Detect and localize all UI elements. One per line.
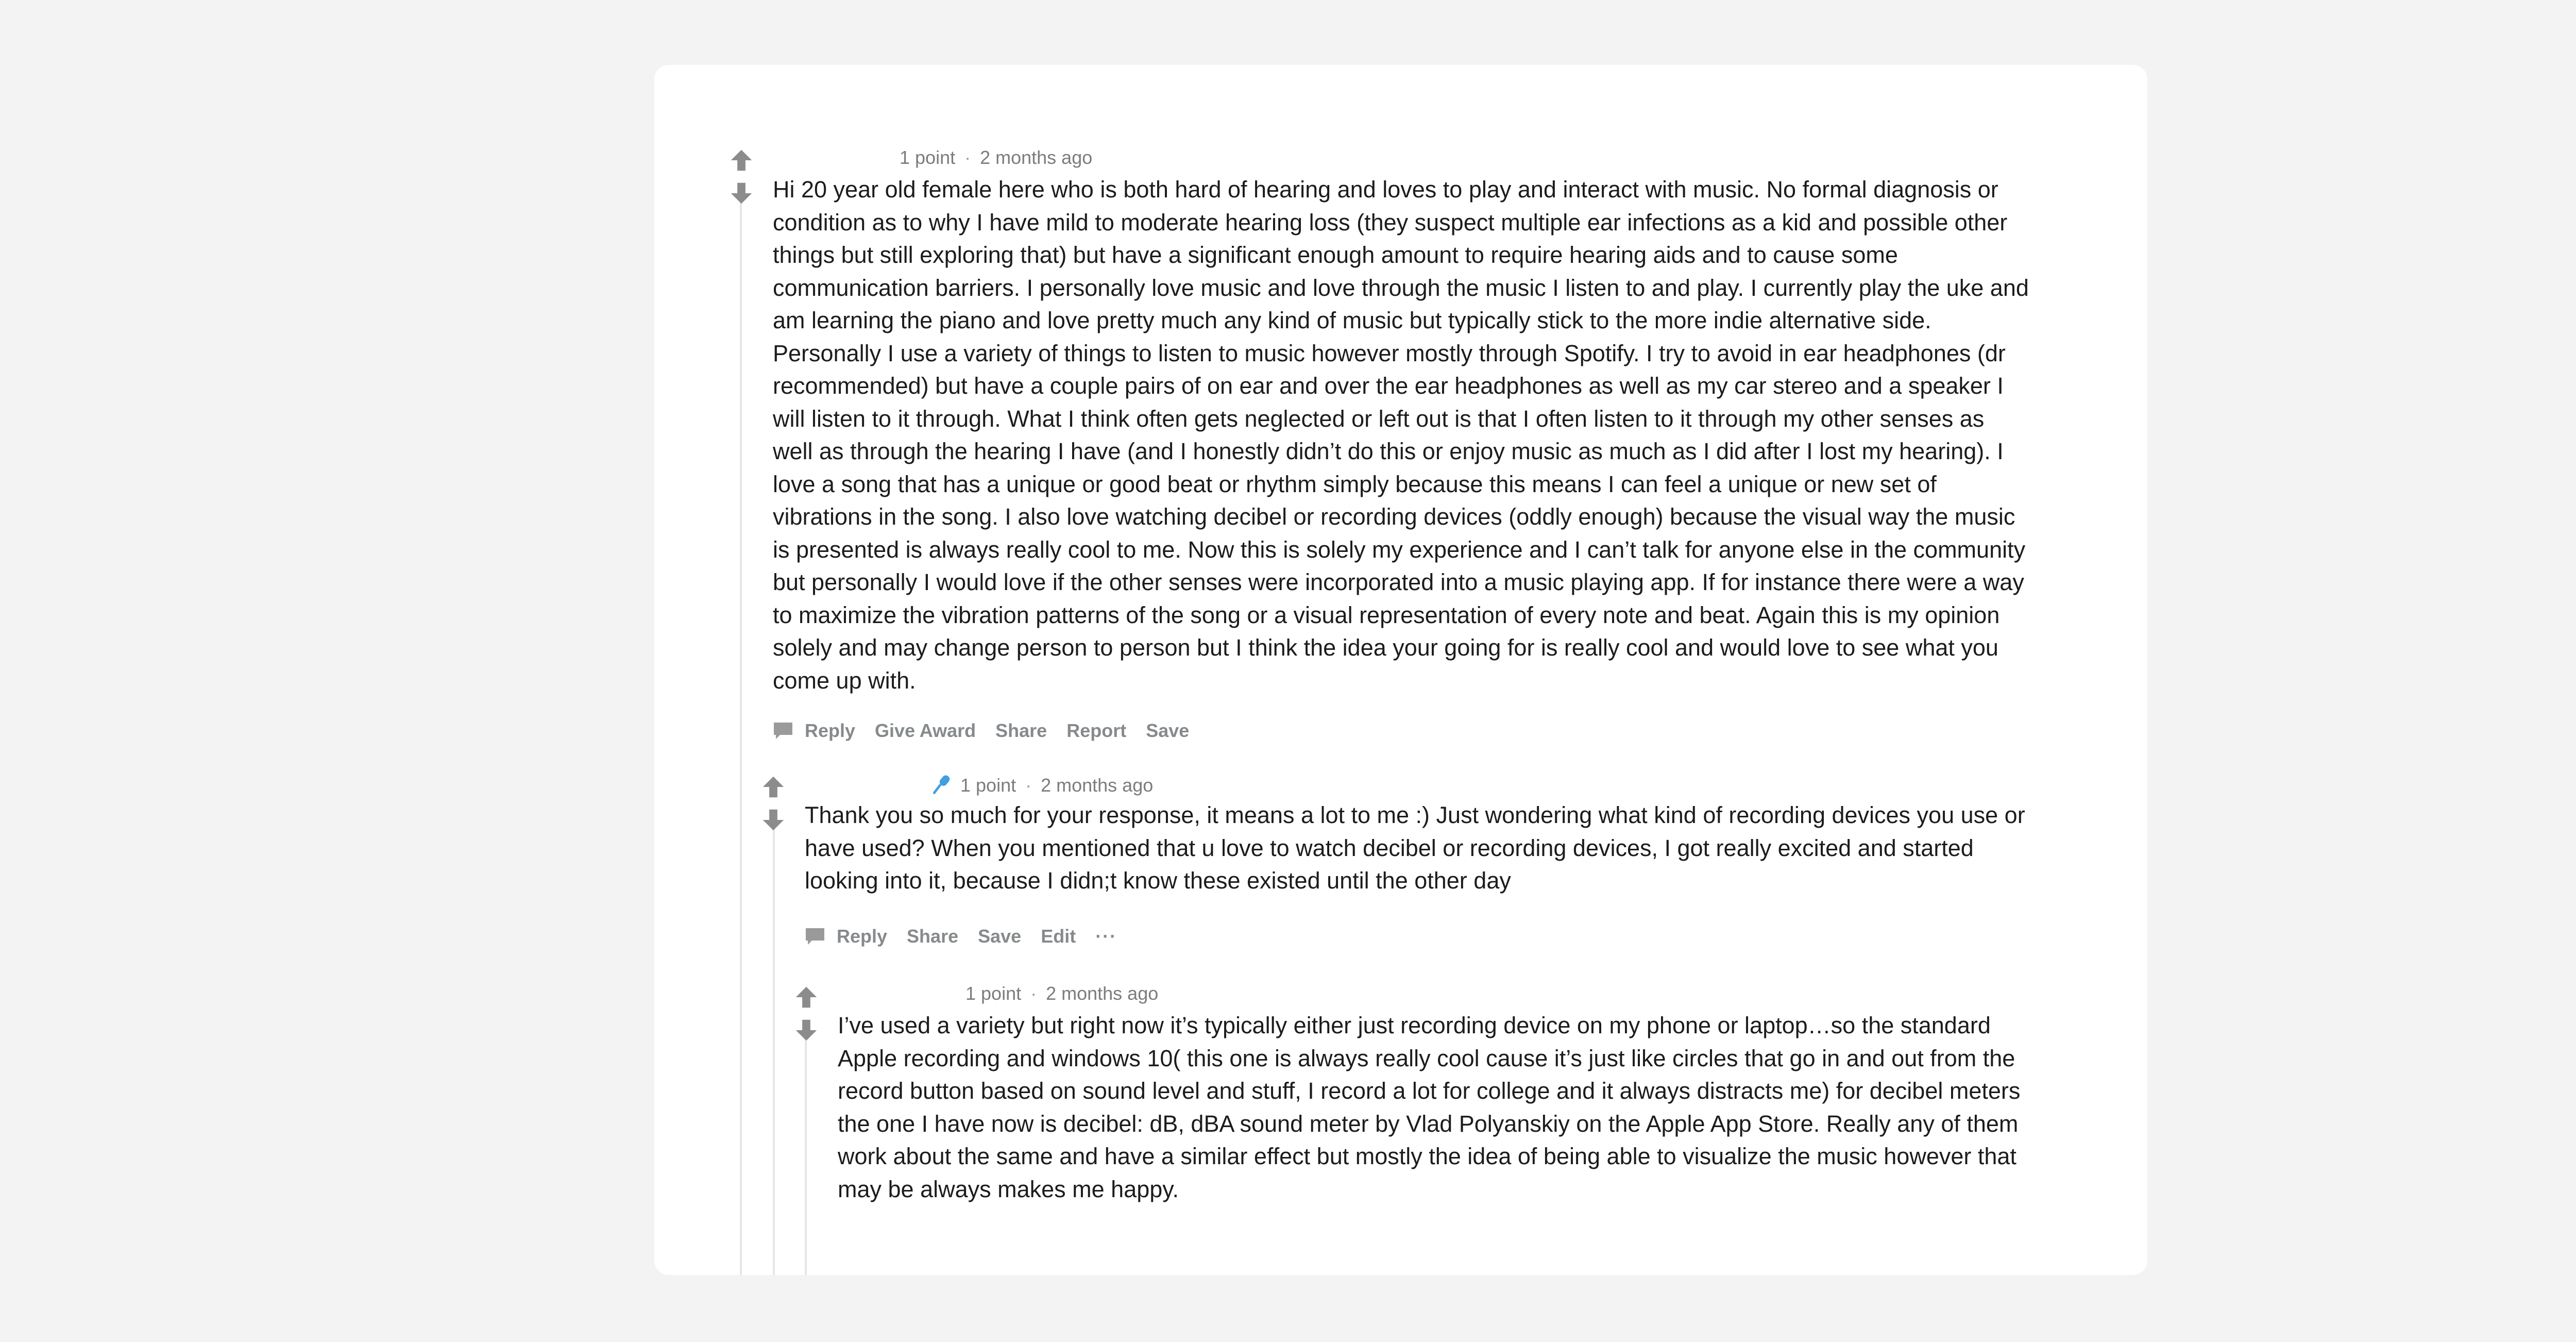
thread-line-level-3[interactable] — [805, 1030, 807, 1275]
points-label: 1 point — [900, 147, 956, 168]
timestamp-link[interactable]: 2 months ago — [1041, 775, 1154, 796]
report-button[interactable]: Report — [1066, 720, 1127, 741]
meta-separator: · — [1025, 775, 1032, 796]
share-button[interactable]: Share — [907, 926, 959, 947]
downvote-arrow-icon[interactable] — [759, 806, 787, 834]
comment-bubble-icon — [773, 722, 793, 740]
microphone-icon — [930, 773, 953, 796]
comment-body: I’ve used a variety but right now it’s typically either just recording device on my phone or laptop…so the standard Apple recording and windows 10( this one is always really cool cause it’s just like circles that go in and out from the record button based on sound level and stuff, I record a lot for college and it always distracts me) for decibel meters the one I have now is decibel: dB, dBA sound meter by Vlad Polyanskiy on the Apple App Store. Really any of them work about the same and have a similar effect but mostly the idea of being able to visualize the music however that may be always makes me happy. — [838, 1012, 2021, 1202]
meta-separator: · — [964, 147, 971, 168]
downvote-arrow-icon[interactable] — [792, 1016, 820, 1044]
reply-button[interactable]: Reply — [837, 926, 888, 947]
upvote-arrow-icon[interactable] — [792, 983, 820, 1011]
timestamp-link[interactable]: 2 months ago — [980, 147, 1093, 168]
comment-body: Hi 20 year old female here who is both hard of hearing and loves to play and interact with music. No formal diagnosis or condition as to why I have mild to moderate hearing loss (they suspect multiple ear infections as a kid and possible other things but still exploring that) but have a significant enough amount to require hearing aids and to cause some communication barriers. I personally love music and love through the music I listen to and play. I currently play the uke and am learning the piano and love pretty much any kind of music but typically stick to the more indie alternative side. Personally I use a variety of things to listen to music however mostly through Spotify. I try to avoid in ear headphones (dr recommended) but have a couple pairs of on ear and over the ear headphones as well as my car stereo and a speaker I will listen to it through. What I think often gets neglected or left out is that I often listen to it through my other senses as well as through the hearing I have (and I honestly didn’t do this or enjoy music as much as I did after I lost my hearing). I love a song that has a unique or good beat or rhythm simply because this means I can feel a unique or new set of vibrations in the song. I also love watching decibel or recording devices (oddly enough) because the visual way the music is presented is always really cool to me. Now this is solely my experience and I can’t talk for anyone else in the community but personally I would love if the other senses were incorporated into a music playing app. If for instance there were a way to maximize the vibration patterns of the song or a visual representation of every note and beat. Again this is my opinion solely and may change person to person but I think the idea your going for is really cool and would love to see what you come up with. — [773, 176, 2029, 694]
downvote-arrow-icon[interactable] — [727, 179, 755, 207]
comment-meta — [965, 983, 1158, 1004]
save-button[interactable]: Save — [1146, 720, 1190, 741]
comment-actions — [805, 926, 1137, 947]
comment-bubble-icon — [805, 927, 825, 946]
save-button[interactable]: Save — [978, 926, 1022, 947]
comment-thread-card — [654, 65, 2147, 1275]
points-label: 1 point — [960, 775, 1016, 796]
share-button[interactable]: Share — [995, 720, 1047, 741]
points-label: 1 point — [965, 983, 1022, 1004]
timestamp-link[interactable]: 2 months ago — [1046, 983, 1159, 1004]
comment-meta — [900, 147, 1092, 168]
give-award-button[interactable]: Give Award — [875, 720, 976, 741]
thread-line-level-1[interactable] — [740, 194, 742, 1275]
upvote-arrow-icon[interactable] — [759, 773, 787, 801]
comment-body: Thank you so much for your response, it means a lot to me :) Just wondering what kind of recording devices you use or have used? When you mentioned that u love to watch decibel or recording devices, I got really excited and started looking into it, because I didn;t know these existed until the other day — [805, 802, 2025, 894]
thread-line-level-2[interactable] — [773, 819, 775, 1275]
more-options-button[interactable]: ··· — [1095, 926, 1117, 947]
upvote-arrow-icon[interactable] — [727, 146, 755, 174]
comment-meta — [930, 773, 1153, 796]
reply-button[interactable]: Reply — [805, 720, 856, 741]
meta-separator: · — [1030, 983, 1037, 1004]
comment-actions — [773, 720, 1209, 741]
edit-button[interactable]: Edit — [1041, 926, 1076, 947]
